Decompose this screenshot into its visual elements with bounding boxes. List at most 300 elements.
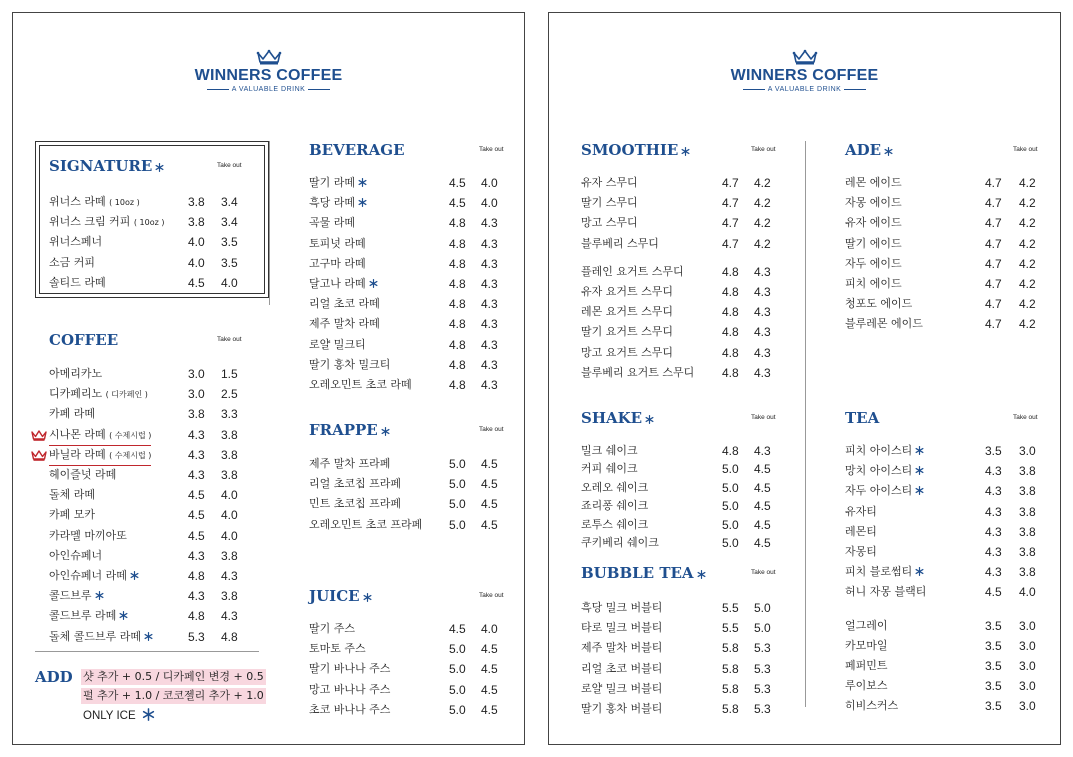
menu-item bbox=[581, 364, 801, 382]
item-takeout-price: 4.0 bbox=[221, 275, 238, 290]
signature-title-text: SIGNATURE bbox=[49, 157, 153, 175]
menu-item bbox=[845, 657, 1045, 675]
item-name-text: 페퍼민트 bbox=[845, 659, 888, 672]
item-name-text: 아인슈페너 라떼 bbox=[49, 569, 127, 582]
menu-item bbox=[581, 516, 801, 534]
snowflake-icon bbox=[142, 708, 155, 721]
item-name-text: 딸기 홍차 버블티 bbox=[581, 702, 663, 715]
item-name bbox=[309, 475, 401, 493]
item-price: 4.7 bbox=[985, 216, 1002, 231]
item-price: 4.3 bbox=[188, 447, 205, 462]
takeout-label: Take out bbox=[217, 336, 242, 343]
item-takeout-price: 4.3 bbox=[481, 216, 498, 231]
ade-section bbox=[845, 141, 1045, 332]
menu-item bbox=[309, 701, 509, 719]
item-name-text: 타로 밀크 버블티 bbox=[581, 621, 663, 635]
item-name-text: 시나몬 라떼 bbox=[49, 427, 106, 441]
item-name bbox=[309, 235, 366, 253]
item-note: ( 10oz ) bbox=[109, 198, 140, 207]
item-name-text: 죠리퐁 쉐이크 bbox=[581, 499, 649, 513]
takeout-label: Take out bbox=[751, 569, 776, 576]
item-name bbox=[581, 323, 673, 341]
item-name-text: 히비스커스 bbox=[845, 699, 899, 713]
item-takeout-price: 3.0 bbox=[1019, 699, 1036, 714]
menu-item bbox=[581, 263, 801, 281]
item-takeout-price: 3.0 bbox=[1019, 659, 1036, 673]
item-price: 4.3 bbox=[985, 565, 1002, 580]
snowflake-icon bbox=[645, 413, 654, 426]
item-takeout-price: 4.3 bbox=[754, 345, 771, 360]
item-name-text: 피치 에이드 bbox=[845, 277, 902, 290]
item-name bbox=[49, 587, 104, 606]
menu-item bbox=[49, 446, 261, 464]
item-name bbox=[49, 486, 95, 504]
item-name bbox=[49, 213, 164, 232]
item-name bbox=[845, 617, 888, 635]
menu-item bbox=[309, 315, 509, 333]
menu-item bbox=[309, 620, 509, 638]
item-takeout-price: 4.2 bbox=[1019, 236, 1036, 251]
item-name bbox=[309, 336, 366, 354]
item-takeout-price: 4.0 bbox=[221, 488, 238, 503]
frappe-title-text: FRAPPE bbox=[309, 421, 378, 439]
item-price: 4.0 bbox=[188, 255, 205, 270]
item-price: 5.3 bbox=[188, 629, 205, 644]
menu-item bbox=[581, 283, 801, 301]
item-price: 5.0 bbox=[449, 457, 466, 471]
beverage-section bbox=[309, 141, 509, 391]
item-name bbox=[845, 174, 902, 192]
item-takeout-price: 4.3 bbox=[754, 444, 771, 458]
shake-section bbox=[581, 409, 801, 550]
item-price: 4.7 bbox=[722, 236, 739, 251]
item-price: 3.8 bbox=[188, 195, 205, 209]
item-takeout-price: 5.3 bbox=[754, 702, 771, 716]
item-price: 4.3 bbox=[985, 504, 1002, 519]
item-price: 5.5 bbox=[722, 601, 739, 615]
item-price: 4.8 bbox=[449, 277, 466, 291]
menu-item bbox=[309, 235, 509, 253]
item-name-text: 솔티드 라떼 bbox=[49, 275, 106, 289]
item-takeout-price: 2.5 bbox=[221, 387, 238, 402]
menu-item bbox=[845, 235, 1045, 253]
item-price: 4.7 bbox=[985, 236, 1002, 251]
item-name-text: 망고 스무디 bbox=[581, 216, 638, 230]
menu-item bbox=[581, 174, 801, 192]
item-name-text: 커피 쉐이크 bbox=[581, 462, 638, 476]
item-name-text: 제주 말차 라떼 bbox=[309, 317, 380, 331]
item-takeout-price: 4.5 bbox=[481, 457, 498, 471]
item-price: 3.0 bbox=[188, 387, 205, 402]
menu-item bbox=[845, 583, 1045, 601]
item-price: 4.7 bbox=[985, 256, 1002, 271]
item-name-text: 달고나 라떼 bbox=[309, 277, 366, 290]
menu-item bbox=[49, 527, 261, 545]
item-takeout-price: 4.2 bbox=[754, 216, 771, 231]
item-name bbox=[581, 599, 662, 617]
snowflake-icon bbox=[381, 425, 390, 438]
item-name bbox=[845, 275, 902, 293]
beverage-title-text: BEVERAGE bbox=[309, 141, 405, 159]
item-name bbox=[309, 620, 355, 638]
item-price: 5.0 bbox=[449, 662, 466, 677]
menu-item bbox=[309, 660, 509, 678]
item-takeout-price: 4.3 bbox=[481, 317, 498, 332]
item-name bbox=[581, 194, 638, 212]
item-name bbox=[49, 628, 153, 647]
item-name-text: 허니 자몽 블랙티 bbox=[845, 585, 927, 599]
item-name bbox=[49, 274, 106, 292]
menu-item bbox=[581, 442, 801, 460]
item-price: 4.8 bbox=[449, 216, 466, 231]
snowflake-icon bbox=[358, 178, 367, 189]
item-name-text: 카라멜 마끼아또 bbox=[49, 528, 127, 542]
item-name-text: 로얄 밀크 버블티 bbox=[581, 681, 663, 695]
item-name bbox=[845, 637, 888, 655]
menu-item bbox=[845, 442, 1045, 460]
menu-item bbox=[309, 475, 509, 493]
item-takeout-price: 3.4 bbox=[221, 195, 238, 209]
item-price: 4.8 bbox=[722, 325, 739, 340]
item-price: 4.8 bbox=[722, 345, 739, 360]
ade-title bbox=[845, 141, 893, 159]
item-name bbox=[845, 677, 888, 695]
item-price: 4.5 bbox=[985, 585, 1002, 600]
menu-item bbox=[49, 587, 261, 605]
item-name bbox=[49, 193, 140, 212]
snowflake-icon bbox=[119, 611, 128, 622]
menu-item bbox=[581, 639, 801, 657]
item-name bbox=[49, 426, 151, 446]
item-name-text: 딸기 홍차 밀크티 bbox=[309, 357, 391, 371]
signature-title bbox=[49, 157, 164, 175]
item-name-text: 카페 모카 bbox=[49, 508, 96, 522]
item-name bbox=[845, 697, 898, 715]
juice-section bbox=[309, 587, 509, 717]
item-name bbox=[581, 534, 659, 552]
item-takeout-price: 4.3 bbox=[221, 609, 238, 624]
bubble-title bbox=[581, 564, 706, 582]
item-takeout-price: 4.3 bbox=[481, 378, 498, 392]
item-name-text: 리얼 초코 라떼 bbox=[309, 297, 380, 311]
menu-item bbox=[581, 344, 801, 362]
item-name-text: 돌체 라떼 bbox=[49, 488, 96, 502]
brand-tagline: A VALUABLE DRINK bbox=[767, 86, 842, 93]
item-name bbox=[309, 495, 401, 513]
only-ice-note bbox=[83, 708, 155, 722]
bubble-title-text: BUBBLE TEA bbox=[581, 564, 694, 582]
snowflake-icon bbox=[915, 466, 924, 477]
item-takeout-price: 4.0 bbox=[221, 528, 238, 543]
item-price: 5.0 bbox=[722, 499, 739, 514]
item-name-text: 딸기 바나나 주스 bbox=[309, 662, 391, 676]
menu-item bbox=[309, 681, 509, 699]
item-name-text: 루이보스 bbox=[845, 679, 888, 693]
menu-item bbox=[845, 482, 1045, 500]
item-name bbox=[49, 567, 139, 586]
snowflake-icon bbox=[95, 591, 104, 602]
item-name bbox=[845, 442, 924, 461]
item-takeout-price: 3.0 bbox=[1019, 444, 1036, 458]
item-price: 4.8 bbox=[188, 569, 205, 583]
item-price: 4.8 bbox=[722, 264, 739, 279]
item-takeout-price: 4.5 bbox=[481, 682, 498, 697]
item-price: 4.3 bbox=[985, 484, 1002, 499]
menu-item bbox=[49, 466, 261, 484]
item-price: 3.8 bbox=[188, 407, 205, 422]
item-name bbox=[845, 235, 902, 253]
item-takeout-price: 5.3 bbox=[754, 681, 771, 696]
menu-item bbox=[845, 617, 1045, 635]
snowflake-icon bbox=[915, 486, 924, 497]
item-name-text: 디카페리노 bbox=[49, 387, 103, 401]
menu-item bbox=[845, 462, 1045, 480]
item-takeout-price: 3.8 bbox=[1019, 504, 1036, 519]
item-takeout-price: 4.0 bbox=[1019, 585, 1036, 600]
item-name bbox=[309, 701, 390, 719]
coffee-title bbox=[49, 331, 118, 349]
snowflake-icon bbox=[915, 567, 924, 578]
brand-logo bbox=[549, 49, 1060, 93]
item-name-text: 제주 말차 프라페 bbox=[309, 457, 391, 470]
item-price: 4.3 bbox=[985, 545, 1002, 559]
item-price: 4.8 bbox=[449, 317, 466, 332]
item-price: 4.7 bbox=[722, 176, 739, 190]
item-name-text: 플레인 요거트 스무디 bbox=[581, 264, 684, 278]
item-takeout-price: 3.8 bbox=[221, 468, 238, 482]
item-takeout-price: 3.0 bbox=[1019, 618, 1036, 633]
item-takeout-price: 4.5 bbox=[481, 477, 498, 492]
item-takeout-price: 4.5 bbox=[481, 702, 498, 717]
item-name bbox=[309, 275, 378, 294]
item-takeout-price: 3.4 bbox=[221, 215, 238, 230]
takeout-label: Take out bbox=[479, 426, 504, 433]
snowflake-icon bbox=[358, 198, 367, 209]
item-takeout-price: 4.0 bbox=[481, 196, 498, 211]
menu-item bbox=[581, 194, 801, 212]
item-price: 5.0 bbox=[449, 477, 466, 492]
item-price: 4.8 bbox=[449, 357, 466, 372]
takeout-label: Take out bbox=[751, 146, 776, 153]
menu-item bbox=[49, 233, 261, 251]
menu-item bbox=[845, 523, 1045, 541]
item-name bbox=[845, 657, 888, 675]
menu-item bbox=[49, 213, 261, 231]
item-name-text: 로얄 밀크티 bbox=[309, 337, 366, 351]
item-price: 4.8 bbox=[449, 256, 466, 271]
item-price: 4.7 bbox=[722, 196, 739, 211]
item-name bbox=[581, 344, 673, 362]
item-name bbox=[49, 446, 151, 466]
menu-item bbox=[581, 214, 801, 232]
menu-item bbox=[49, 607, 261, 625]
tea-title bbox=[845, 409, 879, 427]
item-name bbox=[309, 455, 390, 473]
item-name bbox=[581, 364, 694, 382]
item-name-text: 자두 에이드 bbox=[845, 256, 902, 270]
item-price: 4.3 bbox=[188, 589, 205, 604]
menu-item bbox=[49, 486, 261, 504]
item-price: 4.7 bbox=[985, 176, 1002, 190]
item-takeout-price: 4.3 bbox=[481, 337, 498, 352]
item-takeout-price: 4.5 bbox=[754, 536, 771, 550]
item-takeout-price: 4.5 bbox=[481, 642, 498, 657]
item-name-text: 레몬 요거트 스무디 bbox=[581, 305, 674, 319]
item-note: ( 수제시럽 ) bbox=[109, 430, 152, 440]
item-takeout-price: 4.2 bbox=[1019, 256, 1036, 271]
item-name-text: 망고 바나나 주스 bbox=[309, 682, 391, 696]
item-name-text: 아인슈페너 bbox=[49, 548, 103, 562]
item-price: 4.7 bbox=[985, 196, 1002, 211]
item-name bbox=[581, 214, 638, 232]
item-price: 5.0 bbox=[449, 517, 466, 532]
item-name-text: 초코 바나나 주스 bbox=[309, 702, 391, 716]
item-name-text: 헤이즐넛 라떼 bbox=[49, 468, 117, 481]
menu-item bbox=[49, 567, 261, 585]
item-price: 5.8 bbox=[722, 641, 739, 656]
item-name bbox=[581, 680, 662, 698]
item-takeout-price: 4.5 bbox=[481, 497, 498, 512]
signature-section bbox=[49, 157, 261, 290]
takeout-label: Take out bbox=[1013, 414, 1038, 421]
item-name-text: 콜드브루 라떼 bbox=[49, 609, 117, 623]
item-name bbox=[309, 376, 412, 394]
item-takeout-price: 3.8 bbox=[1019, 565, 1036, 580]
snowflake-icon bbox=[144, 632, 153, 643]
add-options-line-1: 샷 추가 + 0.5 / 디카페인 변경 + 0.5 bbox=[83, 670, 264, 683]
item-name-text: 위너스 크림 커피 bbox=[49, 215, 131, 229]
item-price: 5.0 bbox=[722, 462, 739, 477]
menu-page-left bbox=[12, 12, 525, 745]
item-takeout-price: 4.3 bbox=[754, 285, 771, 299]
item-name bbox=[309, 295, 380, 313]
item-name-text: 유자티 bbox=[845, 504, 877, 518]
menu-item bbox=[845, 677, 1045, 695]
item-name-text: 곡물 라떼 bbox=[309, 216, 356, 230]
item-price: 4.7 bbox=[722, 216, 739, 231]
snowflake-icon bbox=[369, 279, 378, 290]
item-takeout-price: 3.0 bbox=[1019, 638, 1036, 653]
item-takeout-price: 4.5 bbox=[754, 462, 771, 477]
item-name bbox=[49, 547, 102, 565]
menu-item bbox=[845, 275, 1045, 293]
item-name-text: 민트 초코칩 프라페 bbox=[309, 497, 402, 511]
item-name bbox=[581, 442, 638, 460]
brand-logo bbox=[13, 49, 524, 93]
item-name bbox=[581, 497, 648, 515]
item-name-text: 레몬 에이드 bbox=[845, 176, 902, 189]
item-price: 5.0 bbox=[449, 497, 466, 512]
item-name bbox=[845, 462, 924, 481]
item-takeout-price: 3.5 bbox=[221, 235, 238, 250]
item-price: 4.8 bbox=[449, 236, 466, 251]
menu-item bbox=[49, 193, 261, 211]
item-takeout-price: 3.8 bbox=[1019, 524, 1036, 539]
menu-item bbox=[309, 174, 509, 192]
menu-item bbox=[309, 255, 509, 273]
item-price: 5.8 bbox=[722, 661, 739, 676]
item-name-text: 고구마 라떼 bbox=[309, 256, 366, 270]
item-price: 4.7 bbox=[985, 297, 1002, 312]
item-takeout-price: 1.5 bbox=[221, 367, 238, 381]
takeout-label: Take out bbox=[479, 592, 504, 599]
menu-item bbox=[49, 385, 261, 403]
menu-item bbox=[845, 194, 1045, 212]
item-takeout-price: 3.8 bbox=[1019, 464, 1036, 479]
menu-item bbox=[309, 516, 509, 534]
item-name bbox=[581, 479, 648, 497]
snowflake-icon bbox=[155, 161, 164, 174]
item-price: 4.3 bbox=[985, 464, 1002, 479]
crown-icon bbox=[31, 449, 47, 467]
item-name bbox=[49, 405, 95, 423]
menu-item bbox=[845, 543, 1045, 561]
item-name bbox=[845, 315, 923, 333]
menu-item bbox=[845, 214, 1045, 232]
item-name-text: 리얼 초코 버블티 bbox=[581, 661, 663, 675]
item-name-text: 카페 라떼 bbox=[49, 407, 96, 421]
item-name-text: 유자 요거트 스무디 bbox=[581, 285, 674, 298]
item-price: 4.8 bbox=[449, 337, 466, 352]
snowflake-icon bbox=[915, 446, 924, 457]
item-name bbox=[49, 254, 95, 272]
item-name bbox=[49, 233, 102, 251]
crown-icon bbox=[256, 49, 282, 65]
item-name bbox=[309, 516, 422, 534]
juice-title bbox=[309, 587, 372, 605]
only-ice-label: ONLY ICE bbox=[83, 710, 136, 722]
menu-item bbox=[581, 660, 801, 678]
item-name-text: 밀크 쉐이크 bbox=[581, 444, 638, 457]
item-name-text: 콜드브루 bbox=[49, 589, 92, 603]
item-name bbox=[581, 660, 662, 678]
item-name bbox=[309, 356, 390, 374]
item-name-text: 쿠키베리 쉐이크 bbox=[581, 536, 659, 549]
item-name bbox=[845, 503, 877, 521]
item-takeout-price: 4.5 bbox=[754, 480, 771, 495]
item-takeout-price: 5.3 bbox=[754, 661, 771, 676]
item-name-text: 유자 스무디 bbox=[581, 176, 638, 189]
item-takeout-price: 4.3 bbox=[221, 569, 238, 583]
item-name bbox=[581, 460, 638, 478]
coffee-title-text: COFFEE bbox=[49, 331, 119, 349]
item-name-text: 카모마일 bbox=[845, 638, 888, 652]
item-takeout-price: 3.8 bbox=[221, 589, 238, 604]
menu-item bbox=[309, 194, 509, 212]
item-price: 4.5 bbox=[188, 528, 205, 543]
item-price: 4.8 bbox=[449, 378, 466, 392]
item-price: 4.5 bbox=[449, 176, 466, 190]
item-takeout-price: 5.3 bbox=[754, 641, 771, 656]
item-takeout-price: 3.5 bbox=[221, 255, 238, 270]
menu-item bbox=[309, 275, 509, 293]
coffee-section bbox=[49, 331, 261, 644]
menu-item bbox=[581, 619, 801, 637]
item-note: ( 10oz ) bbox=[133, 218, 165, 228]
item-takeout-price: 4.5 bbox=[481, 662, 498, 677]
item-name bbox=[49, 385, 148, 404]
menu-page-right bbox=[548, 12, 1061, 745]
item-name-text: 제주 말차 버블티 bbox=[581, 641, 663, 655]
item-takeout-price: 4.2 bbox=[754, 196, 771, 211]
item-name bbox=[309, 660, 390, 678]
menu-item bbox=[49, 365, 261, 383]
item-price: 4.5 bbox=[188, 508, 205, 523]
item-name-text: 레몬티 bbox=[845, 524, 877, 538]
menu-item bbox=[845, 255, 1045, 273]
item-name bbox=[581, 174, 638, 192]
item-takeout-price: 4.2 bbox=[754, 236, 771, 251]
